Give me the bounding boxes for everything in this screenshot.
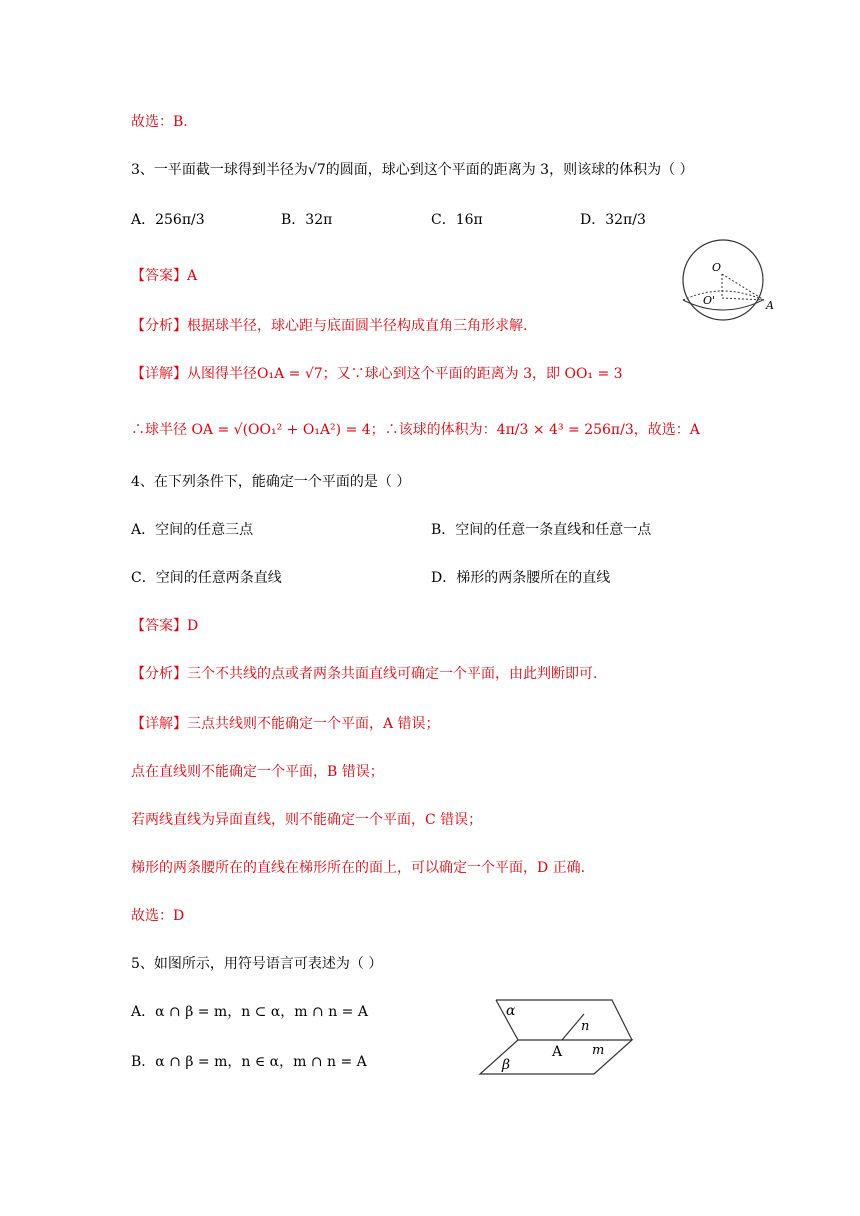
q3-option-d: D．32π/3: [580, 212, 646, 228]
q4-detail-4: 梯形的两条腰所在的直线在梯形所在的面上，可以确定一个平面，D 正确.: [131, 860, 586, 876]
q3-detail-2: ∴球半径 OA = √(OO₁² + O₁A²) = 4；∴该球的体积为：4π/3 × 4³ = 256π/3，故选：A: [131, 422, 700, 438]
q4-stem: 4、在下列条件下，能确定一个平面的是（ ）: [131, 474, 411, 490]
prev-conclusion: 故选：B.: [131, 114, 188, 130]
q3-option-c: C．16π: [431, 212, 483, 228]
q4-option-b: B．空间的任意一条直线和任意一点: [431, 522, 652, 538]
sphere-label-o-prime: O': [703, 294, 716, 307]
sphere-label-a: A: [766, 299, 774, 312]
q4-detail-3: 若两线直线为异面直线，则不能确定一个平面，C 错误；: [131, 812, 483, 828]
sphere-label-o: O: [712, 261, 722, 274]
sphere-figure: [660, 238, 786, 330]
planes-figure: [476, 996, 638, 1078]
q3-analysis: 【分析】根据球半径，球心距与底面圆半径构成直角三角形求解.: [131, 318, 528, 334]
planes-label-m: m: [592, 1043, 605, 1058]
planes-label-n: n: [581, 1019, 590, 1034]
q3-answer: 【答案】A: [131, 268, 198, 284]
planes-label-beta: β: [502, 1057, 511, 1073]
q4-answer: 【答案】D: [131, 618, 199, 634]
q3-option-b: B．32π: [281, 212, 333, 228]
q3-option-a: A．256π/3: [131, 212, 205, 228]
q5-stem: 5、如图所示，用符号语言可表述为（ ）: [131, 956, 383, 972]
planes-label-a: A: [552, 1044, 563, 1060]
q5-option-a: A．α ∩ β = m，n ⊂ α，m ∩ n = A: [131, 1004, 368, 1020]
q4-detail-1: 【详解】三点共线则不能确定一个平面，A 错误；: [131, 716, 440, 732]
q4-option-d: D．梯形的两条腰所在的直线: [431, 570, 611, 586]
q4-analysis: 【分析】三个不共线的点或者两条共面直线可确定一个平面，由此判断即可.: [131, 666, 598, 682]
q3-stem: 3、一平面截一球得到半径为√7的圆面，球心到这个平面的距离为 3，则该球的体积为（ ）: [131, 162, 694, 178]
q4-conclusion: 故选：D: [131, 908, 185, 924]
q5-option-b: B．α ∩ β = m，n ∈ α，m ∩ n = A: [131, 1054, 367, 1070]
planes-label-alpha: α: [506, 1003, 516, 1019]
q3-detail-1: 【详解】从图得半径O₁A = √7；又∵球心到这个平面的距离为 3，即 OO₁ = 3: [131, 366, 623, 382]
q4-option-c: C．空间的任意两条直线: [131, 570, 282, 586]
q4-option-a: A．空间的任意三点: [131, 522, 254, 538]
q4-detail-2: 点在直线则不能确定一个平面，B 错误；: [131, 764, 384, 780]
